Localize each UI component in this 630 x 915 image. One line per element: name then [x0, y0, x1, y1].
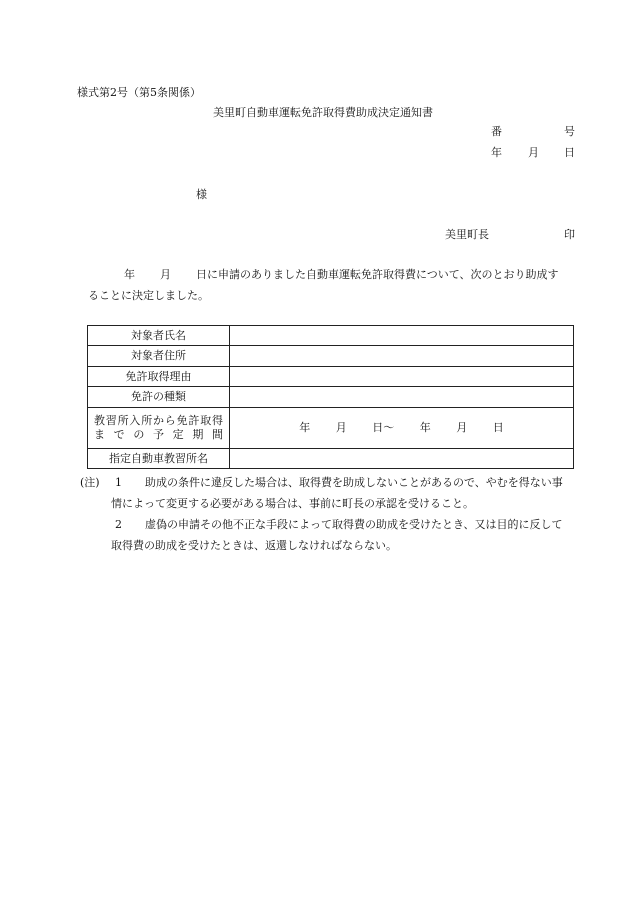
- note-1-line1: 助成の条件に違反した場合は、取得費を助成しないことがあるので、やむを得ない事: [145, 476, 563, 489]
- note-2-line1: 虚偽の申請その他不正な手段によって取得費の助成を受けたとき、又は目的に反して: [145, 518, 563, 531]
- period-end-year: 年: [419, 421, 431, 434]
- note-1-line2: 情によって変更する必要がある場合は、事前に町長の承認を受けること。: [111, 497, 474, 510]
- value-period: [230, 408, 574, 449]
- row-label-name: 対象者氏名: [88, 326, 230, 346]
- value-school: [230, 449, 574, 469]
- addressee-suffix: 様: [196, 188, 207, 201]
- body-line2: ることに決定しました。: [88, 289, 209, 302]
- note-2-number: 2: [115, 518, 122, 531]
- row-label-license-type: 免許の種類: [88, 387, 230, 408]
- table-row: [88, 326, 574, 346]
- value-address: [230, 346, 574, 367]
- period-start-year: 年: [299, 421, 311, 434]
- date-day: 日: [564, 146, 575, 159]
- body-year: 年: [124, 268, 135, 281]
- issuer-name: 美里町長: [445, 228, 489, 241]
- period-start-month: 月: [335, 421, 347, 434]
- date-year: 年: [491, 146, 502, 159]
- row-label-reason: 免許取得理由: [88, 367, 230, 387]
- value-reason: [230, 367, 574, 387]
- table-row: [88, 367, 574, 387]
- date-month: 月: [528, 146, 539, 159]
- note-1-number: 1: [115, 476, 122, 489]
- notes-prefix: (注): [80, 476, 100, 489]
- row-label-period: 教習所入所から免許取得までの予定期間: [88, 408, 230, 449]
- body-month: 月: [160, 268, 171, 281]
- table-row: [88, 346, 574, 367]
- number-label: 番: [491, 125, 502, 138]
- form-number: 様式第2号（第5条関係）: [77, 86, 201, 99]
- period-end-month: 月: [456, 421, 468, 434]
- document-title: 美里町自動車運転免許取得費助成決定通知書: [213, 106, 433, 119]
- seal-mark: 印: [564, 228, 575, 241]
- table-row: [88, 449, 574, 469]
- number-suffix: 号: [564, 125, 575, 138]
- table-row: [88, 387, 574, 408]
- row-label-address: 対象者住所: [88, 346, 230, 367]
- period-end-day: 日: [492, 421, 504, 434]
- value-name: [230, 326, 574, 346]
- table-row: [88, 408, 574, 449]
- period-start-day: 日〜: [372, 421, 395, 434]
- value-license-type: [230, 387, 574, 408]
- subsidy-table: [87, 325, 574, 469]
- body-line1: 日に申請のありました自動車運転免許取得費について、次のとおり助成す: [196, 268, 559, 281]
- row-label-school: 指定自動車教習所名: [88, 449, 230, 469]
- note-2-line2: 取得費の助成を受けたときは、返還しなければならない。: [111, 539, 397, 552]
